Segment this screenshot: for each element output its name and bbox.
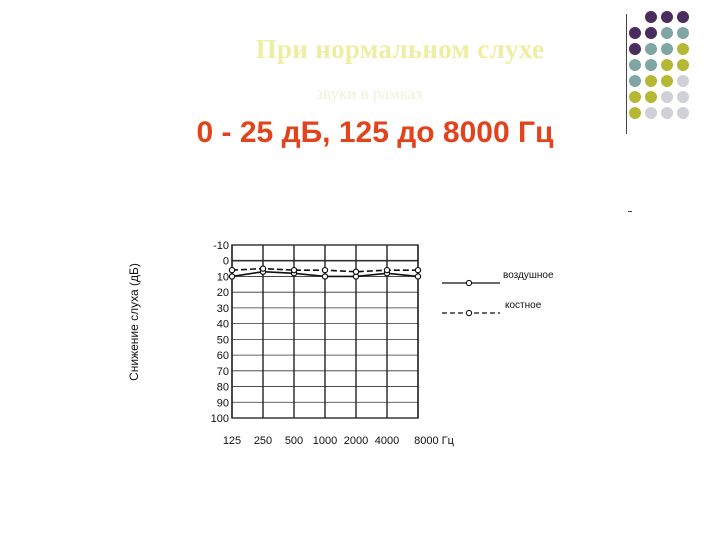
x-tick-label: 500 bbox=[284, 435, 304, 447]
y-tick-label: 0 bbox=[222, 255, 229, 268]
data-point bbox=[291, 268, 296, 273]
data-point bbox=[229, 274, 234, 279]
y-tick-label: 20 bbox=[216, 287, 229, 300]
data-point bbox=[353, 269, 358, 274]
y-tick-label: 80 bbox=[216, 381, 229, 394]
x-tick-label: 2000 bbox=[343, 435, 369, 447]
y-tick-label: 50 bbox=[216, 334, 229, 347]
y-tick-label: 100 bbox=[210, 413, 229, 425]
legend-marker-bone bbox=[466, 310, 471, 315]
y-tick-label: -10 bbox=[213, 240, 229, 252]
y-tick-label: 60 bbox=[216, 350, 229, 363]
data-point bbox=[415, 268, 420, 273]
data-point bbox=[384, 268, 389, 273]
x-tick-label: 250 bbox=[253, 435, 273, 447]
x-tick-label: 1000 bbox=[312, 435, 338, 447]
data-point bbox=[260, 266, 265, 271]
x-tick-label: 125 bbox=[222, 435, 242, 447]
y-axis-label: Снижение слуха (дБ) bbox=[127, 263, 141, 381]
x-tick-label: 4000 bbox=[374, 435, 400, 447]
y-tick-label: 10 bbox=[216, 271, 229, 284]
slide-headline: 0 - 25 дБ, 125 до 8000 Гц bbox=[196, 116, 554, 149]
data-point bbox=[415, 274, 420, 279]
y-tick-label: 70 bbox=[216, 365, 229, 378]
slide-subtitle: звуки в рамках bbox=[316, 84, 424, 103]
y-tick-label: 40 bbox=[216, 318, 229, 331]
x-tick-label: 8000 Гц bbox=[414, 435, 454, 447]
y-tick-label: 90 bbox=[216, 397, 229, 410]
y-tick-label: 30 bbox=[216, 302, 229, 315]
legend-label-air: воздушное bbox=[503, 270, 554, 281]
legend-label-bone: костное bbox=[505, 300, 542, 311]
data-point bbox=[322, 268, 327, 273]
legend-marker-air bbox=[466, 280, 471, 285]
data-point bbox=[322, 274, 327, 279]
data-point bbox=[229, 268, 234, 273]
slide-title: При нормальном слухе bbox=[255, 34, 545, 64]
